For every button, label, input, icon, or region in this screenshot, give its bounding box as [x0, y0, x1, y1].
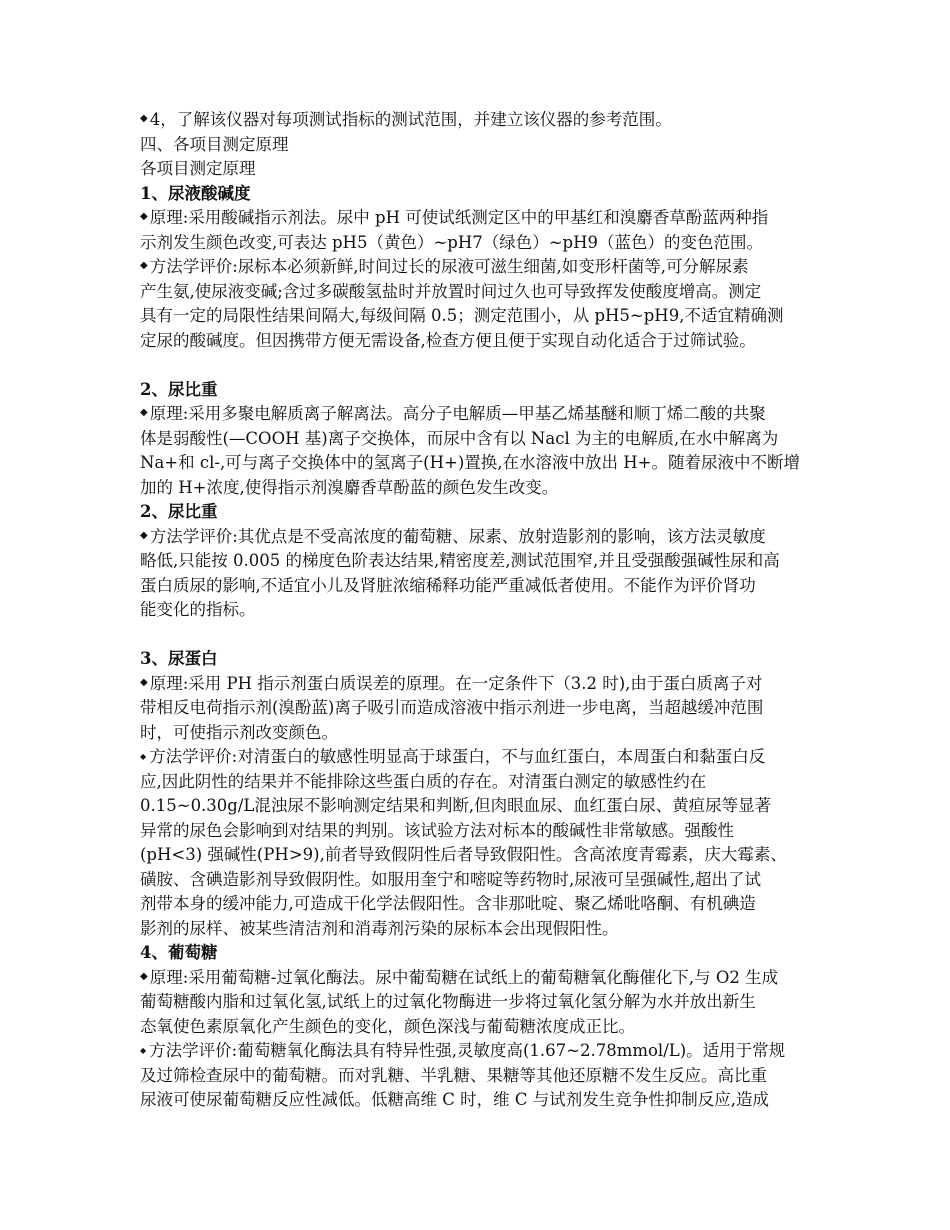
diamond-bullet-icon: ◆ — [140, 211, 148, 222]
text-line: 剂带本身的缓冲能力,可造成干化学法假阳性。含非那吡啶、聚乙烯吡咯酮、有机碘造 — [140, 894, 756, 913]
item-heading: 2、尿比重 — [140, 379, 218, 399]
text-line: 定尿的酸碱度。但因携带方便无需设备,检查方便且便于实现自动化适合于过筛试验。 — [140, 330, 756, 350]
diamond-bullet-icon: ◆ — [140, 113, 148, 124]
text-line: ◆ 方法学评价:其优点是不受高浓度的葡萄糖、尿素、放射造影剂的影响，该方法灵敏度 — [140, 526, 766, 546]
text-line: 蛋白质尿的影响,不适宜小儿及肾脏浓缩稀释功能严重减低者使用。不能作为评价肾功 — [140, 575, 756, 595]
text-line: 能变化的指标。 — [140, 600, 256, 619]
text-line: 加的 H+浓度,使得指示剂溴麝香草酚蓝的颜色发生改变。 — [140, 477, 559, 497]
paragraph-gap — [140, 353, 840, 378]
text-line: ◆ 原理:采用多聚电解质离子解离法。高分子电解质—甲基乙烯基醚和顺丁烯二酸的共聚 — [140, 404, 766, 423]
item-heading: 1、尿液酸碱度 — [140, 183, 251, 203]
text-line: ◆ 4，了解该仪器对每项测试指标的测试范围，并建立该仪器的参考范围。 — [140, 110, 672, 129]
diamond-bullet-icon: ◆ — [140, 1046, 147, 1055]
text-line: 产生氨,使尿液变碱;含过多碳酸氢盐时并放置时间过久也可导致挥发使酸度增高。测定 — [140, 281, 762, 301]
text-line: ◆ 原理:采用酸碱指示剂法。尿中 pH 可使试纸测定区中的甲基红和溴麝香草酚蓝两种指 — [140, 208, 769, 227]
diamond-bullet-icon: ◆ — [140, 260, 148, 271]
text-line: 体是弱酸性(—COOH 基)离子交换体，而尿中含有以 Nacl 为主的电解质,在水中解离为 — [140, 428, 779, 448]
document-body — [140, 108, 840, 1113]
text-line: 0.15~0.30g/L混浊尿不影响测定结果和判断,但肉眼血尿、血红蛋白尿、黄疸尿等显著 — [140, 796, 772, 815]
text-line: 磺胺、含碘造影剂导致假阴性。如服用奎宁和嘧啶等药物时,尿液可呈强碱性,超出了试 — [140, 869, 761, 889]
text-line: ◆ 方法学评价:尿标本必须新鲜,时间过长的尿液可滋生细菌,如变形杆菌等,可分解尿素 — [140, 257, 749, 276]
text-line: 示剂发生颜色改变,可表达 pH5（黄色）~pH7（绿色）~pH9（蓝色）的变色范围。 — [140, 232, 763, 252]
paragraph-gap — [140, 623, 840, 648]
text-line: ◆ 原理:采用葡萄糖-过氧化酶法。尿中葡萄糖在试纸上的葡萄糖氧化酶催化下,与 O2 生成 — [140, 967, 779, 987]
diamond-bullet-icon: ◆ — [140, 407, 148, 418]
text-line: 时，可使指示剂改变颜色。 — [140, 722, 338, 742]
text-line: (pH<3) 强碱性(PH>9),前者导致假阴性后者导致假阳性。含高浓度青霉素，庆大霉素、 — [140, 845, 787, 864]
text-line: ◆ 方法学评价:对清蛋白的敏感性明显高于球蛋白，不与血红蛋白，本周蛋白和黏蛋白反 — [140, 747, 766, 766]
section-heading: 四、各项目测定原理 — [140, 134, 289, 154]
diamond-bullet-icon: ◆ — [140, 529, 148, 541]
text-line: Na+和 cl-,可与离子交换体中的氢离子(H+)置换,在水溶液中放出 H+。随着尿液中不断增 — [140, 453, 800, 472]
text-line: 及过筛检查尿中的葡萄糖。而对乳糖、半乳糖、果糖等其他还原糖不发生反应。高比重 — [140, 1065, 767, 1085]
text-line: 具有一定的局限性结果间隔大,每级间隔 0.5；测定范围小，从 pH5~pH9,不适宜精确测 — [140, 306, 784, 325]
text-line: ◆ 方法学评价:葡萄糖氧化酶法具有特异性强,灵敏度高(1.67~2.78mmol/L)。适用于常规 — [140, 1041, 786, 1060]
text-line: 影剂的尿样、被某些清洁剂和消毒剂污染的尿标本会出现假阳性。 — [140, 918, 619, 938]
text-line: 尿液可使尿葡萄糖反应性减低。低糖高维 C 时，维 C 与试剂发生竞争性抑制反应,造成 — [140, 1090, 769, 1109]
text-line: 略低,只能按 0.005 的梯度色阶表达结果,精密度差,测试范围窄,并且受强酸强碱性尿和高 — [140, 551, 780, 570]
diamond-bullet-icon: ◆ — [140, 970, 148, 982]
diamond-bullet-icon: ◆ — [140, 676, 148, 688]
text-line: 葡萄糖酸内脂和过氧化氢,试纸上的过氧化物酶进一步将过氧化氢分解为水并放出新生 — [140, 992, 756, 1011]
text-line: 带相反电荷指示剂(溴酚蓝)离子吸引而造成溶液中指示剂进一步电离，当超越缓冲范围 — [140, 698, 764, 717]
text-line: 应,因此阴性的结果并不能排除这些蛋白质的存在。对清蛋白测定的敏感性约在 — [140, 771, 707, 791]
diamond-bullet-icon: ◆ — [140, 752, 147, 761]
text-line: 态氧使色素原氧化产生颜色的变化，颜色深浅与葡萄糖浓度成正比。 — [140, 1016, 635, 1036]
item-heading: 3、尿蛋白 — [140, 649, 218, 668]
text-line: 异常的尿色会影响到对结果的判别。该试验方法对标本的酸碱性非常敏感。强酸性 — [140, 820, 734, 840]
section-subheading: 各项目测定原理 — [140, 159, 256, 178]
item-heading: 2、尿比重 — [140, 502, 218, 521]
item-heading: 4、葡萄糖 — [140, 943, 218, 962]
text-line: ◆ 原理:采用 PH 指示剂蛋白质误差的原理。在一定条件下（3.2 时),由于蛋白质离子对 — [140, 673, 763, 693]
